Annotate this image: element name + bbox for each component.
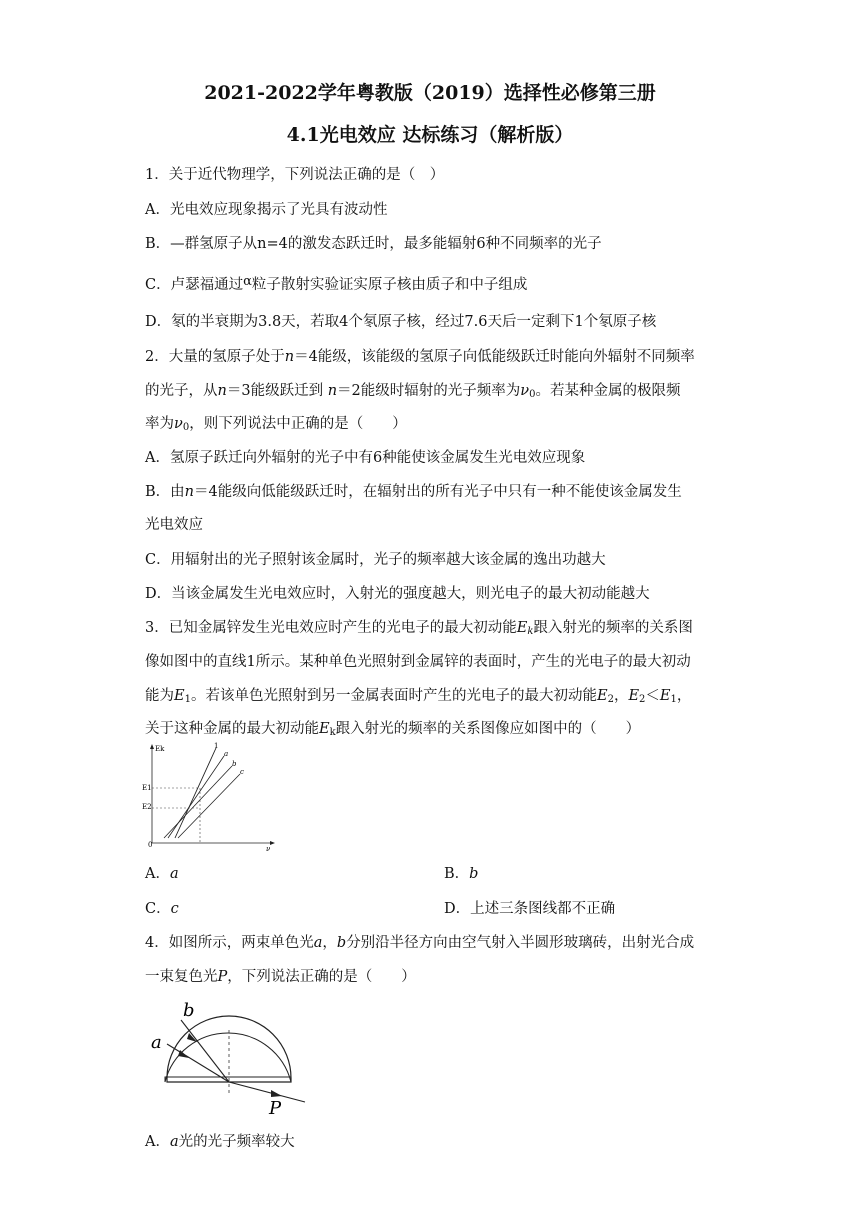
line-b [164,766,232,838]
q3-option-a [145,862,179,883]
document-subtitle: 4.1光电效应 达标练习（解析版） [286,124,574,146]
q2-option-c: C．用辐射出的光子照射该金属时，光子的频率越大该金属的逸出功越大 [145,552,606,568]
var-n: n [217,383,227,399]
text: A． [145,1134,170,1150]
q1-c-pre: C．卢瑟福通过 [145,277,244,293]
q4-option-a [145,1130,295,1151]
var-e: E [516,620,528,636]
var-c: c [170,901,179,917]
ray-p [229,1082,305,1102]
q1-option-c [145,273,527,294]
text: ， [322,935,337,951]
q3-option-d: D．上述三条图线都不正确 [444,901,616,917]
line-c-label: c [240,768,244,776]
subscript: 2 [639,694,646,705]
var-n: n [184,484,194,500]
text: 一束复色光 [145,969,218,985]
text: ＝4能级向低能级跃迁时，在辐射出的所有光子中只有一种不能使该金属发生 [194,484,682,500]
text: C． [145,901,171,917]
ray-a-label: a [151,1032,162,1053]
subscript: 2 [607,694,614,705]
var-n: n [327,383,338,399]
y-axis-arrow [150,744,154,749]
var-e: E [596,688,608,704]
q2-line-3 [145,412,407,433]
q1-option-d: D．氡的半衰期为3.8天，若取4个氡原子核，经过7.6天后一定剩下1个氡原子核 [145,314,657,330]
subscript: 0 [182,422,190,433]
q3-line-3 [145,684,691,705]
subscript: 1 [184,694,191,705]
text: ，则下列说法中正确的是（ ） [189,416,407,432]
text: 4．如图所示，两束单色光 [145,935,314,951]
q3-line-1 [145,616,693,637]
text: 的光子，从 [145,383,218,399]
subscript: 1 [670,694,677,705]
text: ， [613,688,629,704]
x-axis-label: ν [266,845,271,853]
var-e: E [659,688,671,704]
q3-option-c [145,897,179,918]
alpha-symbol: α [243,274,252,289]
q4-semicircle-figure [145,1000,315,1118]
q4-line-1 [145,931,694,952]
var-b: b [469,866,479,882]
text: B．由 [145,484,185,500]
text: 。若该单色光照射到另一金属表面时产生的光电子的最大初动能 [190,688,597,704]
q1-option-a: A．光电效应现象揭示了光具有波动性 [145,202,388,218]
y-axis-label: Ek [155,745,165,753]
text: 跟入射光的频率的关系图像应如图中的（ ） [335,721,641,737]
subscript: k [329,727,336,738]
document-title: 2021-2022学年粤教版（2019）选择性必修第三册 [204,82,656,104]
var-a: a [169,1134,179,1150]
q2-line-1 [145,345,695,366]
text: A． [145,866,170,882]
var-nu: ν [174,416,183,432]
var-n: n [284,349,295,365]
line-1 [175,748,216,838]
ray-p-label: P [269,1098,282,1118]
ray-p-arrow [271,1090,282,1097]
line-a-label: a [224,750,229,758]
text: 。若某种金属的极限频 [535,383,681,399]
x-axis-arrow [270,841,275,845]
var-b: b [336,935,347,951]
q1-c-post: 粒子散射实验证实原子核由质子和中子组成 [251,277,528,293]
line-1-label: 1 [214,742,219,750]
q2-option-b-line-1 [145,480,682,501]
text: ＝4能级，该能级的氢原子向低能级跃迁时能向外辐射不同频率 [294,349,695,365]
line-c [178,774,240,838]
text: 3．已知金属锌发生光电效应时产生的光电子的最大初动能 [145,620,517,636]
ray-b-label: b [183,1000,195,1021]
q1-option-b: B．—群氢原子从n=4的激发态跃迁时，最多能辐射6种不同频率的光子 [145,236,602,252]
text: 关于这种金属的最大初动能 [145,721,319,737]
text: 跟入射光的频率的关系图 [533,620,693,636]
var-p: P [217,969,228,985]
q2-option-a: A．氢原子跃迁向外辐射的光子中有6种能使该金属发生光电效应现象 [145,450,586,466]
q1-stem: 1．关于近代物理学，下列说法正确的是（ ） [145,167,445,183]
ray-a [167,1044,229,1082]
var-e: E [628,688,640,704]
var-a: a [169,866,179,882]
text: ＝2能级时辐射的光子频率为 [337,383,521,399]
text: ，下列说法正确的是（ ） [227,969,416,985]
text: 2．大量的氢原子处于 [145,349,285,365]
q3-line-4 [145,717,640,738]
semicircle-glass [165,1033,291,1082]
var-nu: ν [520,383,530,399]
e1-label: E1 [142,784,152,792]
text: ＝3能级跃迁到 [226,383,328,399]
line-b-label: b [232,760,237,768]
e2-label: E2 [142,803,152,811]
origin-label: 0 [148,841,153,849]
text: 能为 [145,688,174,704]
text: 分别沿半径方向由空气射入半圆形玻璃砖，出射光合成 [346,935,695,951]
text: ， [676,688,692,704]
var-a: a [313,935,323,951]
text: 光的光子频率较大 [178,1134,295,1150]
q4-line-2 [145,965,416,986]
q3-line-2: 像如图中的直线1所示。某种单色光照射到金属锌的表面时，产生的光电子的最大初动 [145,654,691,670]
text: ＜ [645,688,660,704]
q3-option-b [444,862,478,883]
line-a [168,756,224,838]
q2-option-d: D．当该金属发生光电效应时，入射光的强度越大，则光电子的最大初动能越大 [145,586,650,602]
q2-line-2 [145,379,680,400]
q2-option-b-line-2: 光电效应 [145,517,203,533]
text: 率为 [145,416,174,432]
var-e: E [319,721,330,737]
subscript: 0 [529,389,536,400]
text: B． [444,866,470,882]
var-e: E [174,688,185,704]
subscript: k [527,626,534,637]
ray-b [181,1020,229,1082]
q3-graph-figure [138,742,278,854]
